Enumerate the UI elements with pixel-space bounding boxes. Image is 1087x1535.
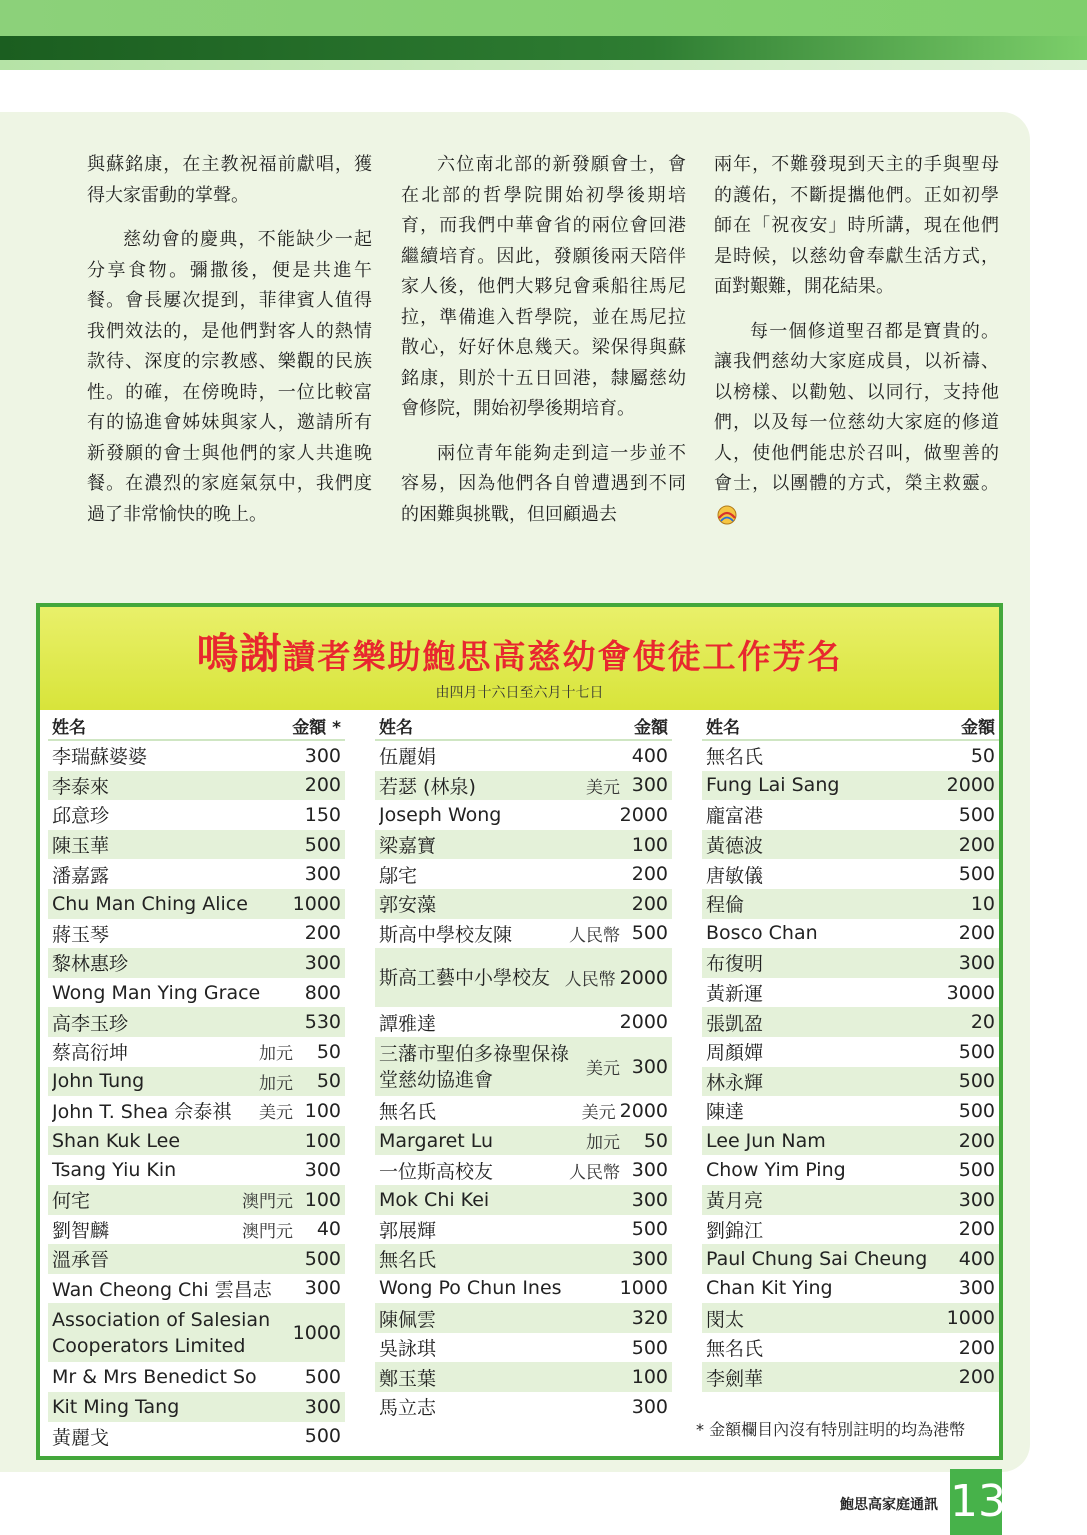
donor-name: 布復明 <box>706 953 764 976</box>
donor-amount: 500 <box>304 833 341 856</box>
donor-name: Kit Ming Tang <box>52 1395 180 1418</box>
donor-amount: 500 <box>631 922 668 945</box>
donor-row <box>48 1362 345 1392</box>
donor-currency: 人民幣 <box>569 1162 620 1183</box>
donor-amount: 2000 <box>619 1011 668 1034</box>
donor-name: 譚雅達 <box>379 1012 437 1035</box>
donor-row <box>702 1096 999 1126</box>
donor-amount: 500 <box>958 1070 995 1093</box>
donor-row <box>375 1096 672 1126</box>
donor-currency: 人民幣 <box>564 970 616 991</box>
donor-row <box>375 1333 672 1363</box>
donor-amount: 800 <box>304 981 341 1004</box>
donor-name: Fung Lai Sang <box>706 774 840 797</box>
donor-name: 閔太 <box>706 1308 745 1331</box>
donor-row <box>48 1274 345 1304</box>
donor-name: 蔣玉琴 <box>52 923 110 946</box>
donor-name: Wong Po Chun Ines <box>379 1277 562 1300</box>
donor-row <box>48 1096 345 1126</box>
article-paragraph: 六位南北部的新發願會士，會在北部的哲學院開始初學後期培育，而我們中華會省的兩位會回港繼續培育。因此，發願後兩天陪伴家人後，他們大夥兒會乘船往馬尼拉，準備進入哲學院，並在馬尼拉散心，好好休息幾天。梁保得與蘇銘康，則於十五日回港，隸屬慈幼會修院，開始初學後期培育。 <box>401 154 686 419</box>
donor-row <box>702 978 999 1008</box>
donor-name: 鄔宅 <box>379 864 418 887</box>
donor-amount: 1000 <box>292 1321 341 1344</box>
donor-date-range: 由四月十六日至六月十七日 <box>435 685 604 701</box>
donor-row <box>375 1274 672 1304</box>
donor-row <box>702 1303 999 1333</box>
donor-name: 郭展輝 <box>379 1219 437 1242</box>
donor-amount: 1000 <box>292 892 341 915</box>
donor-amount: 200 <box>958 833 995 856</box>
article-paragraph: 慈幼會的慶典，不能缺少一起分享食物。彌撒後，便是共進午餐。會長屢次提到，菲律賓人值得我們效法的，是他們對客人的熱情款待、深度的宗教感、樂觀的民族性。的確，在傍晚時，一位比較富有的協進會姊妹與家人，邀請所有新發願的會士與他們的家人共進晚餐。在濃烈的家庭氣氛中，我們度過了非常愉快的晚上。 <box>87 229 372 525</box>
donor-name: Bosco Chan <box>706 922 818 945</box>
donor-name: Wong Man Ying Grace <box>52 981 261 1004</box>
donor-amount: 100 <box>631 833 668 856</box>
donor-amount: 530 <box>304 1011 341 1034</box>
page-number: 13 <box>950 1469 1002 1535</box>
donor-row <box>48 859 345 889</box>
donor-name: 黃新運 <box>706 983 764 1006</box>
donor-title-band <box>40 607 999 710</box>
currency-footnote: * 金額欄目內沒有特別註明的均為港幣 <box>696 1420 966 1439</box>
donor-name: John T. Shea 佘泰祺 <box>52 1101 232 1124</box>
donor-name: 斯高中學校友陳 <box>379 923 513 946</box>
donor-amount: 100 <box>631 1366 668 1389</box>
donor-amount: 200 <box>958 1366 995 1389</box>
donor-amount: 100 <box>304 1188 341 1211</box>
donor-row <box>702 1244 999 1274</box>
donor-name: 陳達 <box>706 1101 745 1124</box>
donor-name: 伍麗娟 <box>379 746 437 769</box>
donor-name: 溫承晉 <box>52 1249 110 1272</box>
donor-amount: 2000 <box>619 803 668 826</box>
donor-rows <box>702 741 999 1392</box>
header-name: 姓名 <box>52 717 86 738</box>
donor-currency: 美元 <box>586 1059 620 1080</box>
donor-amount: 300 <box>631 1055 668 1078</box>
donor-currency: 澳門元 <box>242 1192 293 1213</box>
donor-amount: 300 <box>304 1395 341 1418</box>
donor-name: 鄭玉葉 <box>379 1367 437 1390</box>
donor-name: 李泰來 <box>52 775 110 798</box>
donor-name: 若瑟 (林泉) <box>379 775 476 798</box>
donor-amount: 400 <box>958 1247 995 1270</box>
donor-row <box>702 741 999 771</box>
donor-row <box>702 919 999 949</box>
donor-amount: 500 <box>304 1425 341 1448</box>
donor-amount: 1000 <box>946 1307 995 1330</box>
donor-name: 無名氏 <box>706 746 764 769</box>
donor-amount: 500 <box>958 1040 995 1063</box>
article-paragraph: 與蘇銘康，在主教祝福前獻唱，獲得大家雷動的掌聲。 <box>87 154 372 206</box>
donor-name: 郭安藻 <box>379 894 437 917</box>
donor-name: 程倫 <box>706 894 745 917</box>
donor-amount: 2000 <box>619 966 668 989</box>
donor-row <box>375 1037 672 1096</box>
donor-name: Tsang Yiu Kin <box>52 1159 177 1182</box>
donor-currency: 美元 <box>259 1103 293 1124</box>
donor-row <box>375 1007 672 1037</box>
donor-row <box>48 1126 345 1156</box>
salesian-emblem-icon <box>714 504 740 526</box>
donor-row <box>375 800 672 830</box>
donor-name: 三藩市聖伯多祿聖保祿堂慈幼協進會 <box>379 1042 570 1091</box>
donor-name: Mok Chi Kei <box>379 1188 490 1211</box>
donor-amount: 1000 <box>619 1277 668 1300</box>
donor-amount: 400 <box>631 744 668 767</box>
donor-list-box <box>36 603 1003 1460</box>
donor-row <box>48 1215 345 1245</box>
donor-name: 黎林惠珍 <box>52 953 129 976</box>
donor-amount: 300 <box>631 1188 668 1211</box>
donor-name: Chan Kit Ying <box>706 1277 833 1300</box>
donor-row <box>375 1126 672 1156</box>
donor-name: 李劍華 <box>706 1367 764 1390</box>
donor-name: Mr & Mrs Benedict So <box>52 1366 257 1389</box>
article-paragraph: 兩位青年能夠走到這一步並不容易，因為他們各自曾遭遇到不同的困難與挑戰，但回顧過去 <box>401 442 686 525</box>
donor-name: 黃麗戈 <box>52 1426 110 1449</box>
donor-row <box>702 1126 999 1156</box>
donor-column-3 <box>702 711 999 1392</box>
donor-currency: 加元 <box>586 1133 620 1154</box>
donor-name: 李瑞蘇婆婆 <box>52 746 148 769</box>
donor-row <box>702 1037 999 1067</box>
donor-column-header <box>48 711 345 741</box>
donor-name: 唐敏儀 <box>706 864 764 887</box>
donor-rows <box>375 741 672 1422</box>
donor-amount: 2000 <box>619 1099 668 1122</box>
donor-row <box>375 771 672 801</box>
donor-row <box>375 889 672 919</box>
donor-currency: 澳門元 <box>242 1221 293 1242</box>
header-band <box>0 0 1087 70</box>
header-amount: 金額 <box>634 717 668 738</box>
donor-row <box>48 741 345 771</box>
donor-name: Paul Chung Sai Cheung <box>706 1247 928 1270</box>
donor-column-header <box>702 711 999 741</box>
donor-row <box>48 771 345 801</box>
donor-amount: 500 <box>958 863 995 886</box>
article-paragraph-last <box>714 317 999 531</box>
article-column-2 <box>401 150 686 544</box>
donor-name: 龐富港 <box>706 805 764 828</box>
header-amount: 金額 <box>961 717 995 738</box>
donor-row <box>48 800 345 830</box>
article-column-1 <box>87 150 372 544</box>
donor-currency: 美元 <box>586 777 620 798</box>
donor-amount: 150 <box>304 803 341 826</box>
donor-row <box>375 741 672 771</box>
donor-name: Chu Man Ching Alice <box>52 892 248 915</box>
donor-amount: 300 <box>631 774 668 797</box>
donor-name: 陳玉華 <box>52 835 110 858</box>
donor-title <box>40 621 999 681</box>
donor-row <box>375 1362 672 1392</box>
donor-row <box>702 1185 999 1215</box>
donor-row <box>702 889 999 919</box>
donor-amount: 20 <box>970 1011 995 1034</box>
header-band-light <box>0 0 1087 36</box>
donor-name: Wan Cheong Chi 雲昌志 <box>52 1278 272 1301</box>
donor-row <box>702 1007 999 1037</box>
donor-row <box>702 800 999 830</box>
donor-name: 張凱盈 <box>706 1012 764 1035</box>
donor-row <box>702 1362 999 1392</box>
donor-name: 潘嘉露 <box>52 864 110 887</box>
donor-column-header <box>375 711 672 741</box>
donor-name: 劉智麟 <box>52 1219 110 1242</box>
donor-amount: 50 <box>970 744 995 767</box>
donor-row <box>375 1155 672 1185</box>
donor-row <box>375 830 672 860</box>
donor-name: 林永輝 <box>706 1071 764 1094</box>
donor-name: 馬立志 <box>379 1397 437 1420</box>
article-column-3 <box>714 150 999 544</box>
donor-name: 高李玉珍 <box>52 1012 129 1035</box>
donor-amount: 300 <box>958 1277 995 1300</box>
donor-name: 梁嘉寶 <box>379 835 437 858</box>
donor-name: 陳佩雲 <box>379 1308 437 1331</box>
donor-row <box>48 1037 345 1067</box>
donor-amount: 300 <box>304 744 341 767</box>
donor-amount: 300 <box>958 951 995 974</box>
donor-rows <box>48 741 345 1451</box>
donor-row <box>375 1244 672 1274</box>
donor-currency: 美元 <box>581 1103 616 1124</box>
donor-amount: 300 <box>304 951 341 974</box>
header-amount: 金額 * <box>292 717 341 738</box>
donor-name: 劉錦江 <box>706 1219 764 1242</box>
donor-amount: 300 <box>631 1247 668 1270</box>
donor-name: 何宅 <box>52 1190 91 1213</box>
donor-column-1 <box>48 711 345 1451</box>
donor-row <box>48 1155 345 1185</box>
donor-row <box>48 1007 345 1037</box>
donor-amount: 300 <box>631 1395 668 1418</box>
article-paragraph: 每一個修道聖召都是寶貴的。讓我們慈幼大家庭成員，以祈禱、以榜樣、以勸勉、以同行，支持他們，以及每一位慈幼大家庭的修道人，使他們能忠於召叫，做聖善的會士，以團體的方式，榮主救靈。 <box>714 320 999 494</box>
donor-row <box>375 919 672 949</box>
header-name: 姓名 <box>379 717 413 738</box>
donor-amount: 300 <box>958 1188 995 1211</box>
donor-amount: 200 <box>958 1336 995 1359</box>
header-band-dark <box>0 36 1087 60</box>
donor-name: 一位斯高校友 <box>379 1160 494 1183</box>
donor-row <box>702 859 999 889</box>
donor-row <box>702 1067 999 1097</box>
donor-row <box>375 859 672 889</box>
header-band-under <box>0 60 1087 70</box>
donor-name: 斯高工藝中小學校友 <box>379 966 551 989</box>
donor-amount: 40 <box>316 1218 341 1241</box>
donor-row <box>48 1244 345 1274</box>
donor-amount: 100 <box>304 1129 341 1152</box>
donor-row <box>702 1155 999 1185</box>
donor-amount: 500 <box>304 1366 341 1389</box>
donor-name: 蔡高衍坤 <box>52 1042 129 1065</box>
donor-row <box>48 1392 345 1422</box>
donor-amount: 200 <box>958 1218 995 1241</box>
donor-row <box>48 948 345 978</box>
donor-row <box>702 830 999 860</box>
donor-row <box>702 1215 999 1245</box>
donor-name: 無名氏 <box>706 1338 764 1361</box>
article-columns <box>87 150 1001 560</box>
donor-row <box>48 919 345 949</box>
donor-currency: 加元 <box>259 1073 293 1094</box>
donor-amount: 500 <box>958 1099 995 1122</box>
donor-row <box>702 771 999 801</box>
donor-amount: 300 <box>304 1277 341 1300</box>
donor-row <box>375 1392 672 1422</box>
donor-row <box>48 1067 345 1097</box>
donor-amount: 300 <box>631 1159 668 1182</box>
donor-row <box>375 1185 672 1215</box>
donor-amount: 200 <box>631 892 668 915</box>
donor-amount: 500 <box>631 1336 668 1359</box>
donor-row <box>702 1274 999 1304</box>
donor-name: Association of Salesian Cooperators Limited <box>52 1308 271 1357</box>
header-name: 姓名 <box>706 717 740 738</box>
donor-amount: 300 <box>304 1159 341 1182</box>
donor-name: 無名氏 <box>379 1101 437 1124</box>
donor-name: Joseph Wong <box>379 803 502 826</box>
donor-name: 黃德波 <box>706 835 764 858</box>
donor-currency: 人民幣 <box>569 925 620 946</box>
donor-amount: 10 <box>970 892 995 915</box>
donor-currency: 加元 <box>259 1044 293 1065</box>
donor-row <box>48 830 345 860</box>
donor-row <box>48 889 345 919</box>
donor-column-2 <box>375 711 672 1422</box>
donor-amount: 200 <box>631 863 668 886</box>
publication-name: 鮑思高家庭通訊 <box>840 1497 938 1513</box>
donor-amount: 3000 <box>946 981 995 1004</box>
donor-name: 黃月亮 <box>706 1190 764 1213</box>
donor-name: John Tung <box>52 1070 145 1093</box>
donor-name: Lee Jun Nam <box>706 1129 826 1152</box>
donor-row <box>48 978 345 1008</box>
donor-name: Shan Kuk Lee <box>52 1129 181 1152</box>
donor-amount: 300 <box>304 863 341 886</box>
donor-amount: 100 <box>304 1099 341 1122</box>
donor-name: 邱意珍 <box>52 805 110 828</box>
donor-amount: 500 <box>631 1218 668 1241</box>
donor-amount: 200 <box>958 922 995 945</box>
donor-amount: 320 <box>631 1307 668 1330</box>
donor-amount: 2000 <box>946 774 995 797</box>
donor-row <box>48 1422 345 1452</box>
donor-amount: 500 <box>304 1247 341 1270</box>
donor-amount: 50 <box>643 1129 668 1152</box>
donor-amount: 200 <box>304 922 341 945</box>
donor-amount: 200 <box>958 1129 995 1152</box>
donor-row <box>48 1303 345 1362</box>
donor-name: 吳詠琪 <box>379 1338 437 1361</box>
donor-row <box>375 1303 672 1333</box>
donor-name: Chow Yim Ping <box>706 1159 846 1182</box>
donor-row <box>375 948 672 1007</box>
donor-title-rest: 讀者樂助鮑思高慈幼會使徒工作芳名 <box>282 637 843 676</box>
donor-title-thanks: 鳴謝 <box>196 629 283 678</box>
donor-amount: 200 <box>304 774 341 797</box>
donor-name: 周顏嬋 <box>706 1042 764 1065</box>
donor-name: Margaret Lu <box>379 1129 494 1152</box>
donor-amount: 500 <box>958 1159 995 1182</box>
donor-name: 無名氏 <box>379 1249 437 1272</box>
donor-amount: 500 <box>958 803 995 826</box>
donor-amount: 50 <box>316 1070 341 1093</box>
donor-row <box>702 1333 999 1363</box>
donor-row <box>375 1215 672 1245</box>
donor-amount: 50 <box>316 1040 341 1063</box>
article-paragraph: 兩年，不難發現到天主的手與聖母的護佑，不斷提攜他們。正如初學師在「祝夜安」時所講，現在他們是時候，以慈幼會奉獻生活方式，面對艱難，開花結果。 <box>714 154 999 297</box>
donor-row <box>702 948 999 978</box>
donor-row <box>48 1185 345 1215</box>
